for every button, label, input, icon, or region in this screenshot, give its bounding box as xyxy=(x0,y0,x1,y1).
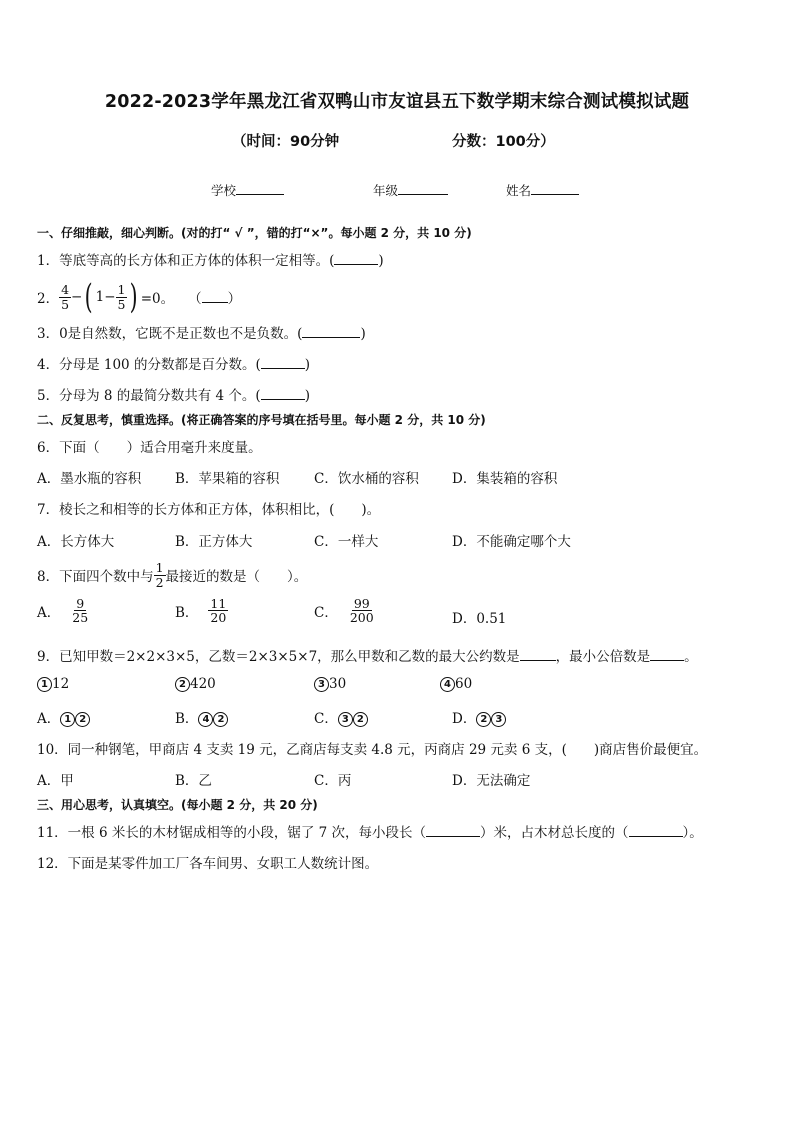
question-12: 12．下面是某零件加工厂各车间男、女职工人数统计图。 xyxy=(37,856,379,872)
option-d[interactable]: D．集装箱的容积 xyxy=(452,471,558,487)
question-4: 4．分母是 100 的分数都是百分数。( ) xyxy=(37,357,310,373)
option-b[interactable]: B． 4 2 xyxy=(175,707,228,727)
question-7: 7．棱长之和相等的长方体和正方体，体积相比，( )。 xyxy=(37,502,381,518)
answer-blank[interactable] xyxy=(629,825,683,837)
fraction: $\frac{9}{25}$ xyxy=(72,596,89,626)
choice-item: 4 60 xyxy=(440,676,472,692)
option-a[interactable]: A．甲 xyxy=(37,773,74,789)
fraction: $\frac{4}{5}$ xyxy=(61,282,70,312)
answer-blank[interactable] xyxy=(426,825,480,837)
option-d[interactable]: D． 2 3 xyxy=(452,707,506,727)
question-5: 5．分母为 8 的最简分数共有 4 个。( ) xyxy=(37,388,310,404)
option-a[interactable]: A．长方体大 xyxy=(37,534,115,550)
exam-title: 2022-2023学年黑龙江省双鸭山市友谊县五下数学期末综合测试模拟试题 xyxy=(104,92,690,112)
answer-blank[interactable] xyxy=(302,326,360,338)
option-d[interactable]: D．不能确定哪个大 xyxy=(452,534,571,550)
question-9: 9．已知甲数＝2×2×3×5，乙数＝2×3×5×7，那么甲数和乙数的最大公约数是 ，最小公倍数是 。 xyxy=(37,649,698,665)
question-1: 1．等底等高的长方体和正方体的体积一定相等。( ) xyxy=(37,253,384,269)
choice-item: 2 420 xyxy=(175,676,216,692)
option-c[interactable]: C．饮水桶的容积 xyxy=(314,471,419,487)
section-2-heading: 二、反复思考，慎重选择。(将正确答案的序号填在括号里。每小题 2 分，共 10 分) xyxy=(37,413,486,427)
grade-blank[interactable] xyxy=(398,183,448,195)
fraction: $\frac{1}{2}$ xyxy=(155,560,164,590)
option-b[interactable]: B．正方体大 xyxy=(175,534,253,550)
answer-blank[interactable] xyxy=(334,253,378,265)
name-field[interactable] xyxy=(506,181,579,199)
fraction: $\frac{11}{20}$ xyxy=(210,596,227,626)
question-6: 6．下面（ ）适合用毫升来度量。 xyxy=(37,440,262,456)
section-1-heading: 一、仔细推敲，细心判断。(对的打“ √ ”，错的打“×”。每小题 2 分，共 10 分) xyxy=(37,226,472,240)
question-10: 10．同一种钢笔，甲商店 4 支卖 19 元，乙商店每支卖 4.8 元，丙商店 29 元卖 6 支，( )商店售价最便宜。 xyxy=(37,742,708,758)
option-a[interactable]: A．墨水瓶的容积 xyxy=(37,471,142,487)
grade-field[interactable] xyxy=(373,181,448,199)
question-2: 2． $\frac{4}{5}$ − ( 1− $\frac{1}{5}$ ) =0。 （ ） xyxy=(37,277,242,317)
option-b[interactable]: B．苹果箱的容积 xyxy=(175,471,280,487)
choice-item: 1 12 xyxy=(37,676,69,692)
answer-blank[interactable] xyxy=(261,357,305,369)
lcm-blank[interactable] xyxy=(650,649,684,661)
option-a[interactable]: A． 1 2 xyxy=(37,707,90,727)
score-label: 分数：100分） xyxy=(452,134,555,150)
time-label: （时间：90分钟 xyxy=(232,134,340,150)
school-label: 学校 xyxy=(211,183,237,198)
question-11: 11．一根 6 米长的木材锯成相等的小段，锯了 7 次，每小段长（ ）米，占木材总长度的（ ）。 xyxy=(37,825,703,841)
grade-label: 年级 xyxy=(373,183,399,198)
name-label: 姓名 xyxy=(506,183,532,198)
school-blank[interactable] xyxy=(236,183,284,195)
option-c[interactable]: C．一样大 xyxy=(314,534,379,550)
school-field[interactable] xyxy=(211,181,284,199)
answer-blank[interactable] xyxy=(202,291,228,303)
option-b[interactable]: B． $\frac{11}{20}$ xyxy=(175,596,227,626)
choice-item: 3 30 xyxy=(314,676,346,692)
option-a[interactable]: A． $\frac{9}{25}$ xyxy=(37,596,89,626)
option-c[interactable]: C． 3 2 xyxy=(314,707,368,727)
option-c[interactable]: C． $\frac{99}{200}$ xyxy=(314,596,374,626)
question-3: 3．0是自然数，它既不是正数也不是负数。( ) xyxy=(37,326,366,342)
name-blank[interactable] xyxy=(531,183,579,195)
option-c[interactable]: C．丙 xyxy=(314,773,352,789)
gcd-blank[interactable] xyxy=(520,649,556,661)
question-8: 8．下面四个数中与 $\frac{1}{2}$ 最接近的数是（ ）。 xyxy=(37,560,308,590)
fraction: $\frac{1}{5}$ xyxy=(117,282,126,312)
section-3-heading: 三、用心思考，认真填空。(每小题 2 分，共 20 分) xyxy=(37,798,318,812)
fraction: $\frac{99}{200}$ xyxy=(349,596,374,626)
option-b[interactable]: B．乙 xyxy=(175,773,212,789)
option-d[interactable]: D．无法确定 xyxy=(452,773,531,789)
option-d[interactable]: D．0.51 xyxy=(452,611,507,627)
answer-blank[interactable] xyxy=(261,388,305,400)
